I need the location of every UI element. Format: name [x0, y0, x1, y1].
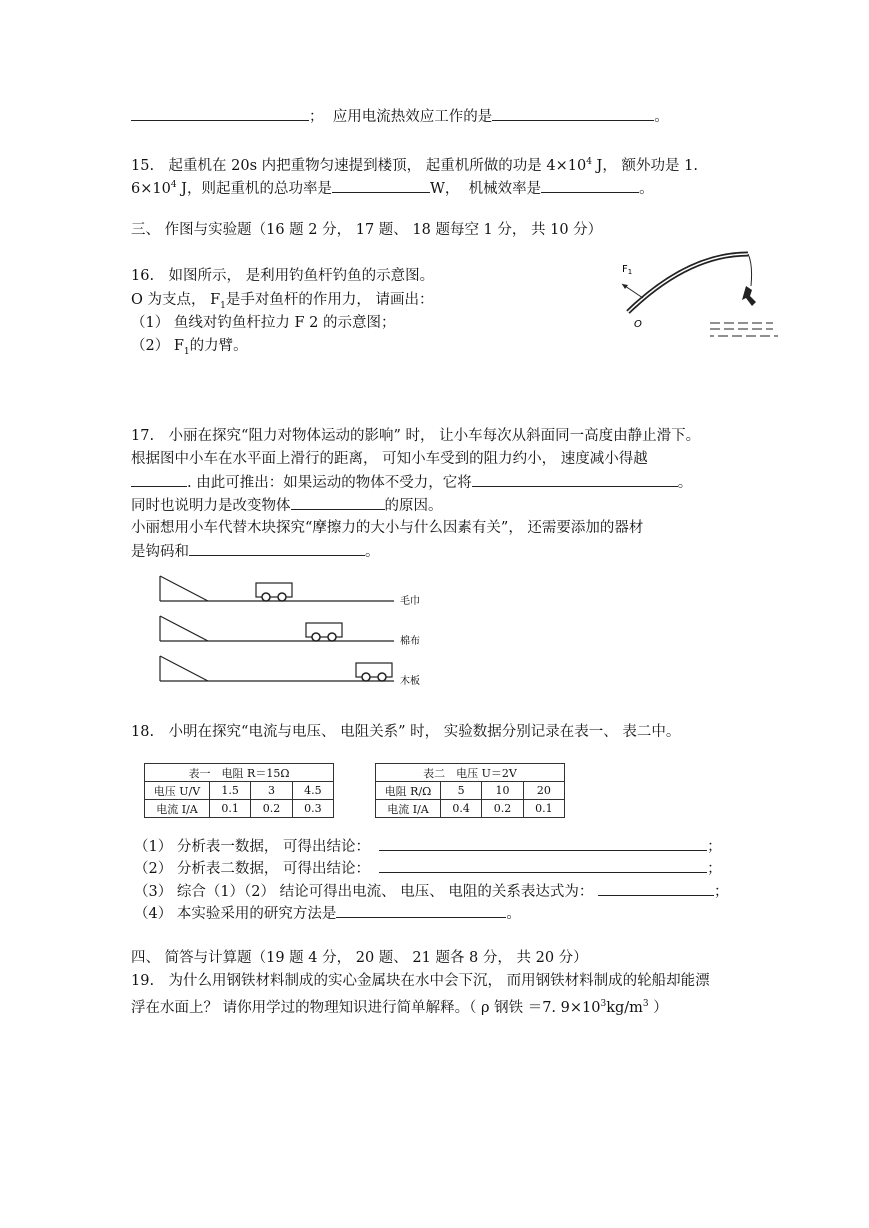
q16-text: 的力臂。	[189, 338, 248, 354]
semicolon: ；	[707, 861, 722, 877]
section-4-heading: 四、 简答与计算题（19 题 4 分， 20 题、 21 题各 8 分， 共 20 分）	[131, 950, 588, 966]
water-surface	[710, 323, 778, 336]
period: 。	[365, 544, 380, 560]
surface-label-board: 木板	[400, 676, 420, 687]
q18-sub2	[134, 858, 722, 879]
q17-text: 的原因。	[384, 498, 443, 514]
table-cell: 0.4	[441, 800, 482, 818]
q16-line2	[131, 290, 434, 316]
period: 。	[654, 109, 669, 125]
subscript: 1	[220, 300, 226, 311]
period: 。	[506, 906, 521, 922]
q16-line3: （1） 鱼线对钓鱼杆拉力 F 2 的示意图；	[131, 315, 396, 331]
q17-text: 是钩码和	[131, 544, 189, 560]
answer-blank-efficiency[interactable]	[541, 178, 639, 193]
cart-1	[256, 583, 292, 601]
q18-text: （1） 分析表一数据， 可得出结论：	[134, 839, 370, 855]
table-cell: 1.5	[210, 782, 251, 800]
answer-blank[interactable]	[189, 541, 365, 556]
q18-text: （4） 本实验采用的研究方法是	[134, 906, 337, 922]
surface-label-cotton: 棉布	[400, 636, 420, 647]
q17-text: 同时也说明力是改变物体	[131, 498, 291, 514]
q15-line1	[131, 152, 698, 176]
semicolon: ；	[713, 884, 729, 900]
row-label: 电阻 R/Ω	[376, 782, 441, 800]
data-table-1	[144, 763, 334, 818]
table-cell: 5	[441, 782, 482, 800]
period: 。	[677, 475, 693, 491]
q15-text: 机械效率是	[468, 180, 542, 197]
table-cell: 0.1	[210, 800, 251, 818]
period: 。	[639, 180, 654, 197]
unit: W，	[429, 180, 460, 197]
exponent: 3	[642, 999, 649, 1009]
q19-line2	[131, 994, 668, 1018]
fish-icon	[742, 286, 756, 306]
q17-line4	[131, 495, 443, 516]
section-3-heading: 三、 作图与实验题（16 题 2 分， 17 题、 18 题每空 1 分， 共 10 分）	[131, 222, 603, 238]
row-label: 电流 I/A	[376, 800, 441, 818]
label-f1: $F_1$	[622, 264, 633, 276]
q19-text: kg/m	[606, 999, 643, 1016]
table-cell: 0.1	[523, 800, 564, 818]
q15-text: J， 额外功是 1.	[591, 157, 698, 174]
cart-2	[306, 623, 342, 641]
exponent: 4	[170, 180, 177, 190]
fishing-line	[748, 254, 752, 286]
q18-text: （2） 分析表二数据， 可得出结论：	[134, 861, 370, 877]
fishing-rod-figure	[608, 244, 783, 344]
q16-line4	[131, 336, 248, 362]
data-table-2	[375, 763, 565, 818]
row-label: 电压 U/V	[145, 782, 210, 800]
q19-text: 浮在水面上？ 请你用学过的物理知识进行简单解释。（ ρ 钢铁 ＝7. 9×10	[131, 999, 601, 1016]
exponent: 3	[600, 999, 607, 1009]
table-cell: 4.5	[292, 782, 333, 800]
q18-sub4	[134, 903, 521, 924]
incline-cart-figure	[156, 572, 436, 690]
answer-blank[interactable]	[379, 858, 707, 873]
answer-blank-power[interactable]	[332, 178, 430, 193]
label-o: O	[634, 319, 642, 330]
q17-line5: 小丽想用小车代替木块探究“摩擦力的大小与什么因素有关”， 还需要添加的器材	[131, 520, 644, 536]
semicolon: ；	[707, 839, 722, 855]
arrow-head-icon	[622, 284, 628, 289]
q19-line1: 19. 为什么用钢铁材料制成的实心金属块在水中会下沉， 而用钢铁材料制成的轮船却能漂	[131, 973, 710, 989]
q15-text: 6×10	[131, 180, 171, 197]
q15-text: J，则起重机的总功率是	[176, 180, 332, 197]
table-cell: 10	[482, 782, 523, 800]
q18-sub3	[134, 881, 728, 902]
exponent: 4	[586, 157, 592, 167]
q16-text: （2） F	[131, 338, 184, 354]
q19-text: ）	[648, 999, 668, 1016]
table-title: 表二 电压 U＝2V	[376, 764, 565, 782]
answer-blank[interactable]	[472, 472, 678, 487]
answer-blank[interactable]	[492, 106, 654, 121]
answer-blank[interactable]	[291, 495, 385, 510]
q17-line6	[131, 541, 380, 562]
table-cell: 0.3	[292, 800, 333, 818]
cart-3	[356, 663, 392, 681]
q17-text: . 由此可推出：如果运动的物体不受力，它将	[187, 475, 472, 491]
table-cell: 20	[523, 782, 564, 800]
q17-line3	[131, 472, 692, 493]
table-cell: 0.2	[482, 800, 523, 818]
q18-intro: 18. 小明在探究“电流与电压、 电阻关系” 时， 实验数据分别记录在表一、 表二中。	[131, 724, 681, 740]
answer-blank[interactable]	[131, 472, 187, 487]
q18-text: （3） 综合（1）（2） 结论可得出电流、 电压、 电阻的关系表达式为：	[134, 884, 594, 900]
subscript: 1	[183, 346, 190, 357]
q17-line1: 17. 小丽在探究“阻力对物体运动的影响” 时， 让小车每次从斜面同一高度由静止滑下。	[131, 428, 701, 444]
answer-blank[interactable]	[598, 881, 714, 896]
table-cell: 3	[251, 782, 292, 800]
q14-text: 应用电流热效应工作的是	[332, 109, 493, 125]
q16-text: O 为支点， F	[131, 292, 221, 308]
answer-blank[interactable]	[336, 903, 506, 918]
q17-line2: 根据图中小车在水平面上滑行的距离， 可知小车受到的阻力约小， 速度减小得越	[131, 451, 648, 467]
fishing-rod	[628, 254, 748, 312]
surface-label-towel: 毛巾	[400, 596, 420, 607]
answer-blank[interactable]	[131, 106, 309, 121]
table-cell: 0.2	[251, 800, 292, 818]
table-title: 表一 电阻 R＝15Ω	[145, 764, 334, 782]
q15-text: 15. 起重机在 20s 内把重物匀速提到楼顶， 起重机所做的功是 4×10	[131, 157, 587, 174]
row-label: 电流 I/A	[145, 800, 210, 818]
q16-line1: 16. 如图所示， 是利用钓鱼杆钓鱼的示意图。	[131, 268, 435, 284]
q16-text: 是手对鱼杆的作用力， 请画出：	[225, 292, 434, 308]
answer-blank[interactable]	[379, 836, 707, 851]
separator: ；	[309, 109, 324, 125]
q14-tail-line	[131, 106, 669, 127]
q15-line2	[131, 175, 654, 199]
q18-sub1	[134, 836, 722, 857]
